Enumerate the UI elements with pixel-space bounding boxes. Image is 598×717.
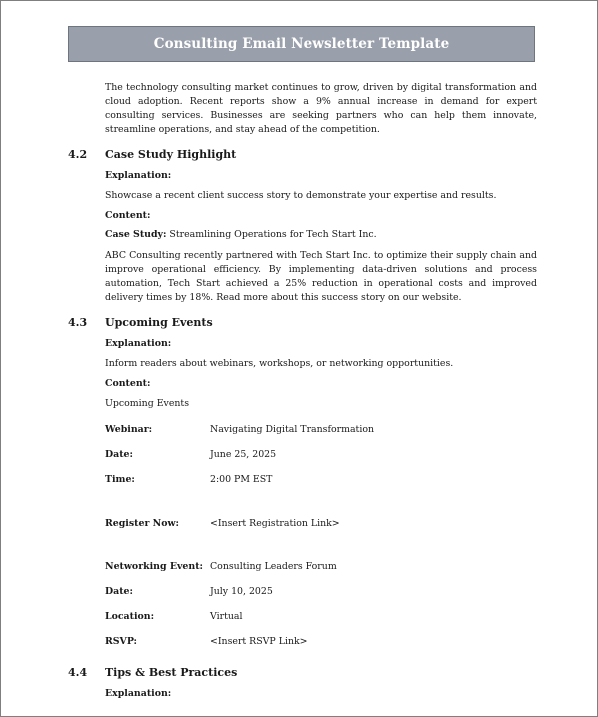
section-number: 4.2 — [68, 148, 88, 161]
event-label: Date: — [105, 449, 133, 460]
explanation-text: Showcase a recent client success story to demonstrate your expertise and results. — [105, 190, 497, 201]
intro-paragraph: The technology consulting market continues to grow, driven by digital transformation and cloud adoption. Recent reports show a 9% annual increase in demand for expert consulting services. Businesses are seeking partners who can help them innovate, streamline operations, and stay ahead of the competition. — [105, 82, 537, 135]
rsvp-link-placeholder: <Insert RSVP Link> — [210, 636, 308, 647]
event-label: Networking Event: — [105, 561, 203, 572]
event-label: RSVP: — [105, 636, 138, 647]
document-title: Consulting Email Newsletter Template — [153, 36, 450, 52]
event-value: Virtual — [210, 611, 243, 622]
case-study-title: Streamlining Operations for Tech Start Inc. — [169, 229, 377, 240]
explanation-label: Explanation: — [105, 688, 172, 699]
case-study-paragraph: ABC Consulting recently partnered with Tech Start Inc. to optimize their supply chain and improve operational efficiency. By implementing data-driven solutions and process automation, Tech Start achieved a 25% reduction in operational costs and improved delivery times by 18%. Read more about this success story on our website. — [105, 250, 537, 303]
content-label: Content: — [105, 378, 151, 389]
registration-link-placeholder: <Insert Registration Link> — [210, 518, 340, 529]
event-label: Time: — [105, 474, 135, 485]
section-number: 4.3 — [68, 316, 88, 329]
event-label: Webinar: — [105, 424, 153, 435]
explanation-label: Explanation: — [105, 170, 172, 181]
explanation-text: Inform readers about webinars, workshops, or networking opportunities. — [105, 358, 454, 369]
event-label: Date: — [105, 586, 133, 597]
event-value: July 10, 2025 — [210, 586, 273, 597]
events-subheading: Upcoming Events — [105, 398, 190, 409]
content-label: Content: — [105, 210, 151, 221]
section-title: Upcoming Events — [105, 316, 213, 329]
section-number: 4.4 — [68, 666, 88, 679]
event-value: June 25, 2025 — [210, 449, 277, 460]
case-study-label: Case Study: — [105, 229, 167, 240]
event-value: Navigating Digital Transformation — [210, 424, 375, 435]
event-value: 2:00 PM EST — [210, 474, 273, 485]
explanation-label: Explanation: — [105, 338, 172, 349]
section-title: Case Study Highlight — [105, 148, 237, 161]
title-banner — [68, 26, 535, 62]
case-study-line — [105, 229, 377, 240]
section-title: Tips & Best Practices — [105, 666, 238, 679]
event-value: Consulting Leaders Forum — [210, 561, 337, 572]
event-label: Register Now: — [105, 518, 180, 529]
event-label: Location: — [105, 611, 155, 622]
